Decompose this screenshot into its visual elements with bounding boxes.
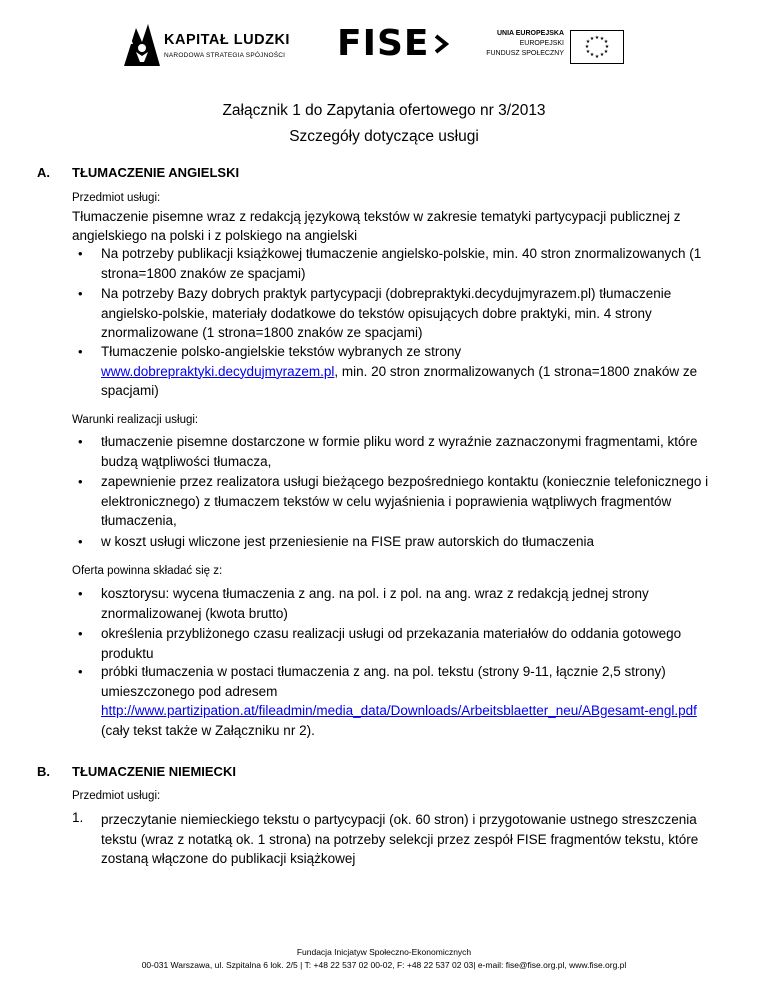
section-b-heading: TŁUMACZENIE NIEMIECKI — [72, 764, 236, 779]
section-a-subject-item: Na potrzeby Bazy dobrych praktyk partycypacji (dobrepraktyki.decydujmyrazem.pl) tłumaczenie angielsko-polskie, materiały dodatkowe do tekstów opisujących dobre praktyki, min. 4 strony znormalizowane (1 strona=1800 znaków ze spacjami) — [101, 286, 672, 340]
decydujmyrazem-link[interactable]: www.dobrepraktyki.decydujmyrazem.pl — [101, 363, 335, 379]
eu-logo-line2: EUROPEJSKI — [519, 40, 564, 47]
section-a-offer-item — [101, 662, 721, 740]
section-b-item-text: przeczytanie niemieckiego tekstu o partycypacji (ok. 60 stron) i przygotowanie ustnego streszczenia tekstu (wraz z notatką ok. 1 strona) na potrzeby selekcji przez zespół FISE fragmentów tekstu, które zostaną włączone do publikacji książkowej — [101, 812, 699, 866]
document-title-line1: Załącznik 1 do Zapytania ofertowego nr 3/2013 — [222, 102, 546, 119]
bullet-icon: • — [78, 286, 83, 301]
section-a-letter: A. — [37, 165, 50, 180]
svg-text:★: ★ — [584, 44, 590, 50]
section-a-condition-item: w koszt usługi wliczone jest przeniesienie na FISE praw autorskich do tłumaczenia — [101, 534, 594, 549]
section-a-conditions-label: Warunki realizacji usługi: — [72, 414, 199, 426]
section-a-offer-item: określenia przybliżonego czasu realizacji usługi od przekazania materiałów do oddania gotowego produktu — [101, 626, 682, 661]
kapital-ludzki-title: KAPITAŁ LUDZKI — [164, 32, 290, 48]
fise-logo-text: FISE — [337, 23, 430, 64]
svg-text:★: ★ — [585, 49, 591, 55]
svg-text:★: ★ — [589, 36, 595, 42]
kapital-ludzki-logo — [122, 22, 292, 68]
svg-text:★: ★ — [599, 36, 605, 42]
svg-text:★: ★ — [603, 39, 609, 45]
section-a-subject-intro: Tłumaczenie pisemne wraz z redakcją językową tekstów w zakresie tematyki partycypacji publicznej z angielskiego na polski i z polskiego na angielski — [72, 209, 681, 243]
section-a-offer-item-suffix: (cały tekst także w Załączniku nr 2). — [101, 722, 315, 738]
eu-flag-icon — [570, 30, 624, 64]
kapital-ludzki-emblem-icon — [122, 22, 162, 68]
svg-text:★: ★ — [599, 52, 605, 58]
fise-arrow-icon — [433, 33, 449, 55]
svg-text:★: ★ — [585, 39, 591, 45]
section-a-condition-item: tłumaczenie pisemne dostarczone w formie pliku word z wyraźnie zaznaczonymi fragmentami, które budzą wątpliwości tłumacza, — [101, 434, 698, 469]
fise-logo — [337, 24, 449, 64]
partizipation-pdf-link[interactable]: http://www.partizipation.at/fileadmin/media_data/Downloads/Arbeitsblaetter_neu/ABgesamt-engl.pdf — [101, 703, 697, 718]
bullet-icon: • — [78, 626, 83, 641]
bullet-icon: • — [78, 246, 83, 261]
eu-logo-line1: UNIA EUROPEJSKA — [496, 30, 564, 37]
section-b-letter: B. — [37, 764, 50, 779]
section-b-subject-label: Przedmiot usługi: — [72, 790, 161, 802]
svg-text:★: ★ — [594, 54, 600, 60]
eu-logo-line3: FUNDUSZ SPOŁECZNY — [486, 50, 564, 57]
svg-text:★: ★ — [589, 52, 595, 58]
section-a-subject-item-suffix: , min. 20 stron znormalizowanych (1 strona=1800 znaków ze spacjami) — [101, 363, 698, 398]
section-a-offer-item: kosztorysu: wycena tłumaczenia z ang. na pol. i z pol. na ang. wraz z redakcją jednej strony znormalizowanej (kwota brutto) — [101, 586, 649, 621]
section-a-heading: TŁUMACZENIE ANGIELSKI — [72, 165, 240, 180]
svg-text:★: ★ — [603, 49, 609, 55]
eu-logo — [484, 30, 624, 62]
section-a-offer-label: Oferta powinna składać się z: — [72, 565, 223, 577]
section-a-subject-label: Przedmiot usługi: — [72, 192, 161, 204]
section-a-subject-item-prefix: Tłumaczenie polsko-angielskie tekstów wybranych ze strony — [101, 344, 462, 359]
section-a-condition-item: zapewnienie przez realizatora usługi bieżącego bezpośredniego kontaktu (koniecznie telefonicznego i elektronicznego) z tłumaczem tekstów w celu wyjaśnienia i poprawienia wątpliwych fragmentów tłumaczenia, — [101, 474, 709, 528]
section-a-offer-item-prefix: próbki tłumaczenia w postaci tłumaczenia z ang. na pol. tekstu (strony 9-11, łącznie 2,5 strony) umieszczonego pod adresem — [101, 664, 666, 699]
section-a-subject-item — [101, 342, 721, 401]
bullet-icon: • — [78, 434, 83, 449]
bullet-icon: • — [78, 474, 83, 489]
footer-organization: Fundacja Inicjatyw Społeczno-Ekonomicznych — [296, 947, 472, 957]
svg-text:★: ★ — [594, 35, 600, 41]
section-b-item-number: 1. — [72, 810, 84, 825]
bullet-icon: • — [78, 534, 83, 549]
bullet-icon: • — [78, 344, 83, 359]
section-a-subject-item: Na potrzeby publikacji książkowej tłumaczenie angielsko-polskie, min. 40 stron znormalizowanych (1 strona=1800 znaków ze spacjami) — [101, 246, 702, 281]
bullet-icon: • — [78, 586, 83, 601]
document-title-line2: Szczegóły dotyczące usługi — [289, 128, 479, 145]
bullet-icon: • — [78, 664, 83, 679]
svg-text:★: ★ — [604, 44, 610, 50]
kapital-ludzki-subtitle: NARODOWA STRATEGIA SPÓJNOŚCI — [164, 52, 286, 59]
footer-contact: 00-031 Warszawa, ul. Szpitalna 6 lok. 2/5 | T: +48 22 537 02 00-02, F: +48 22 537 02 03| e-mail: fise@fise.org.pl, www.fise.org.pl — [141, 960, 627, 970]
